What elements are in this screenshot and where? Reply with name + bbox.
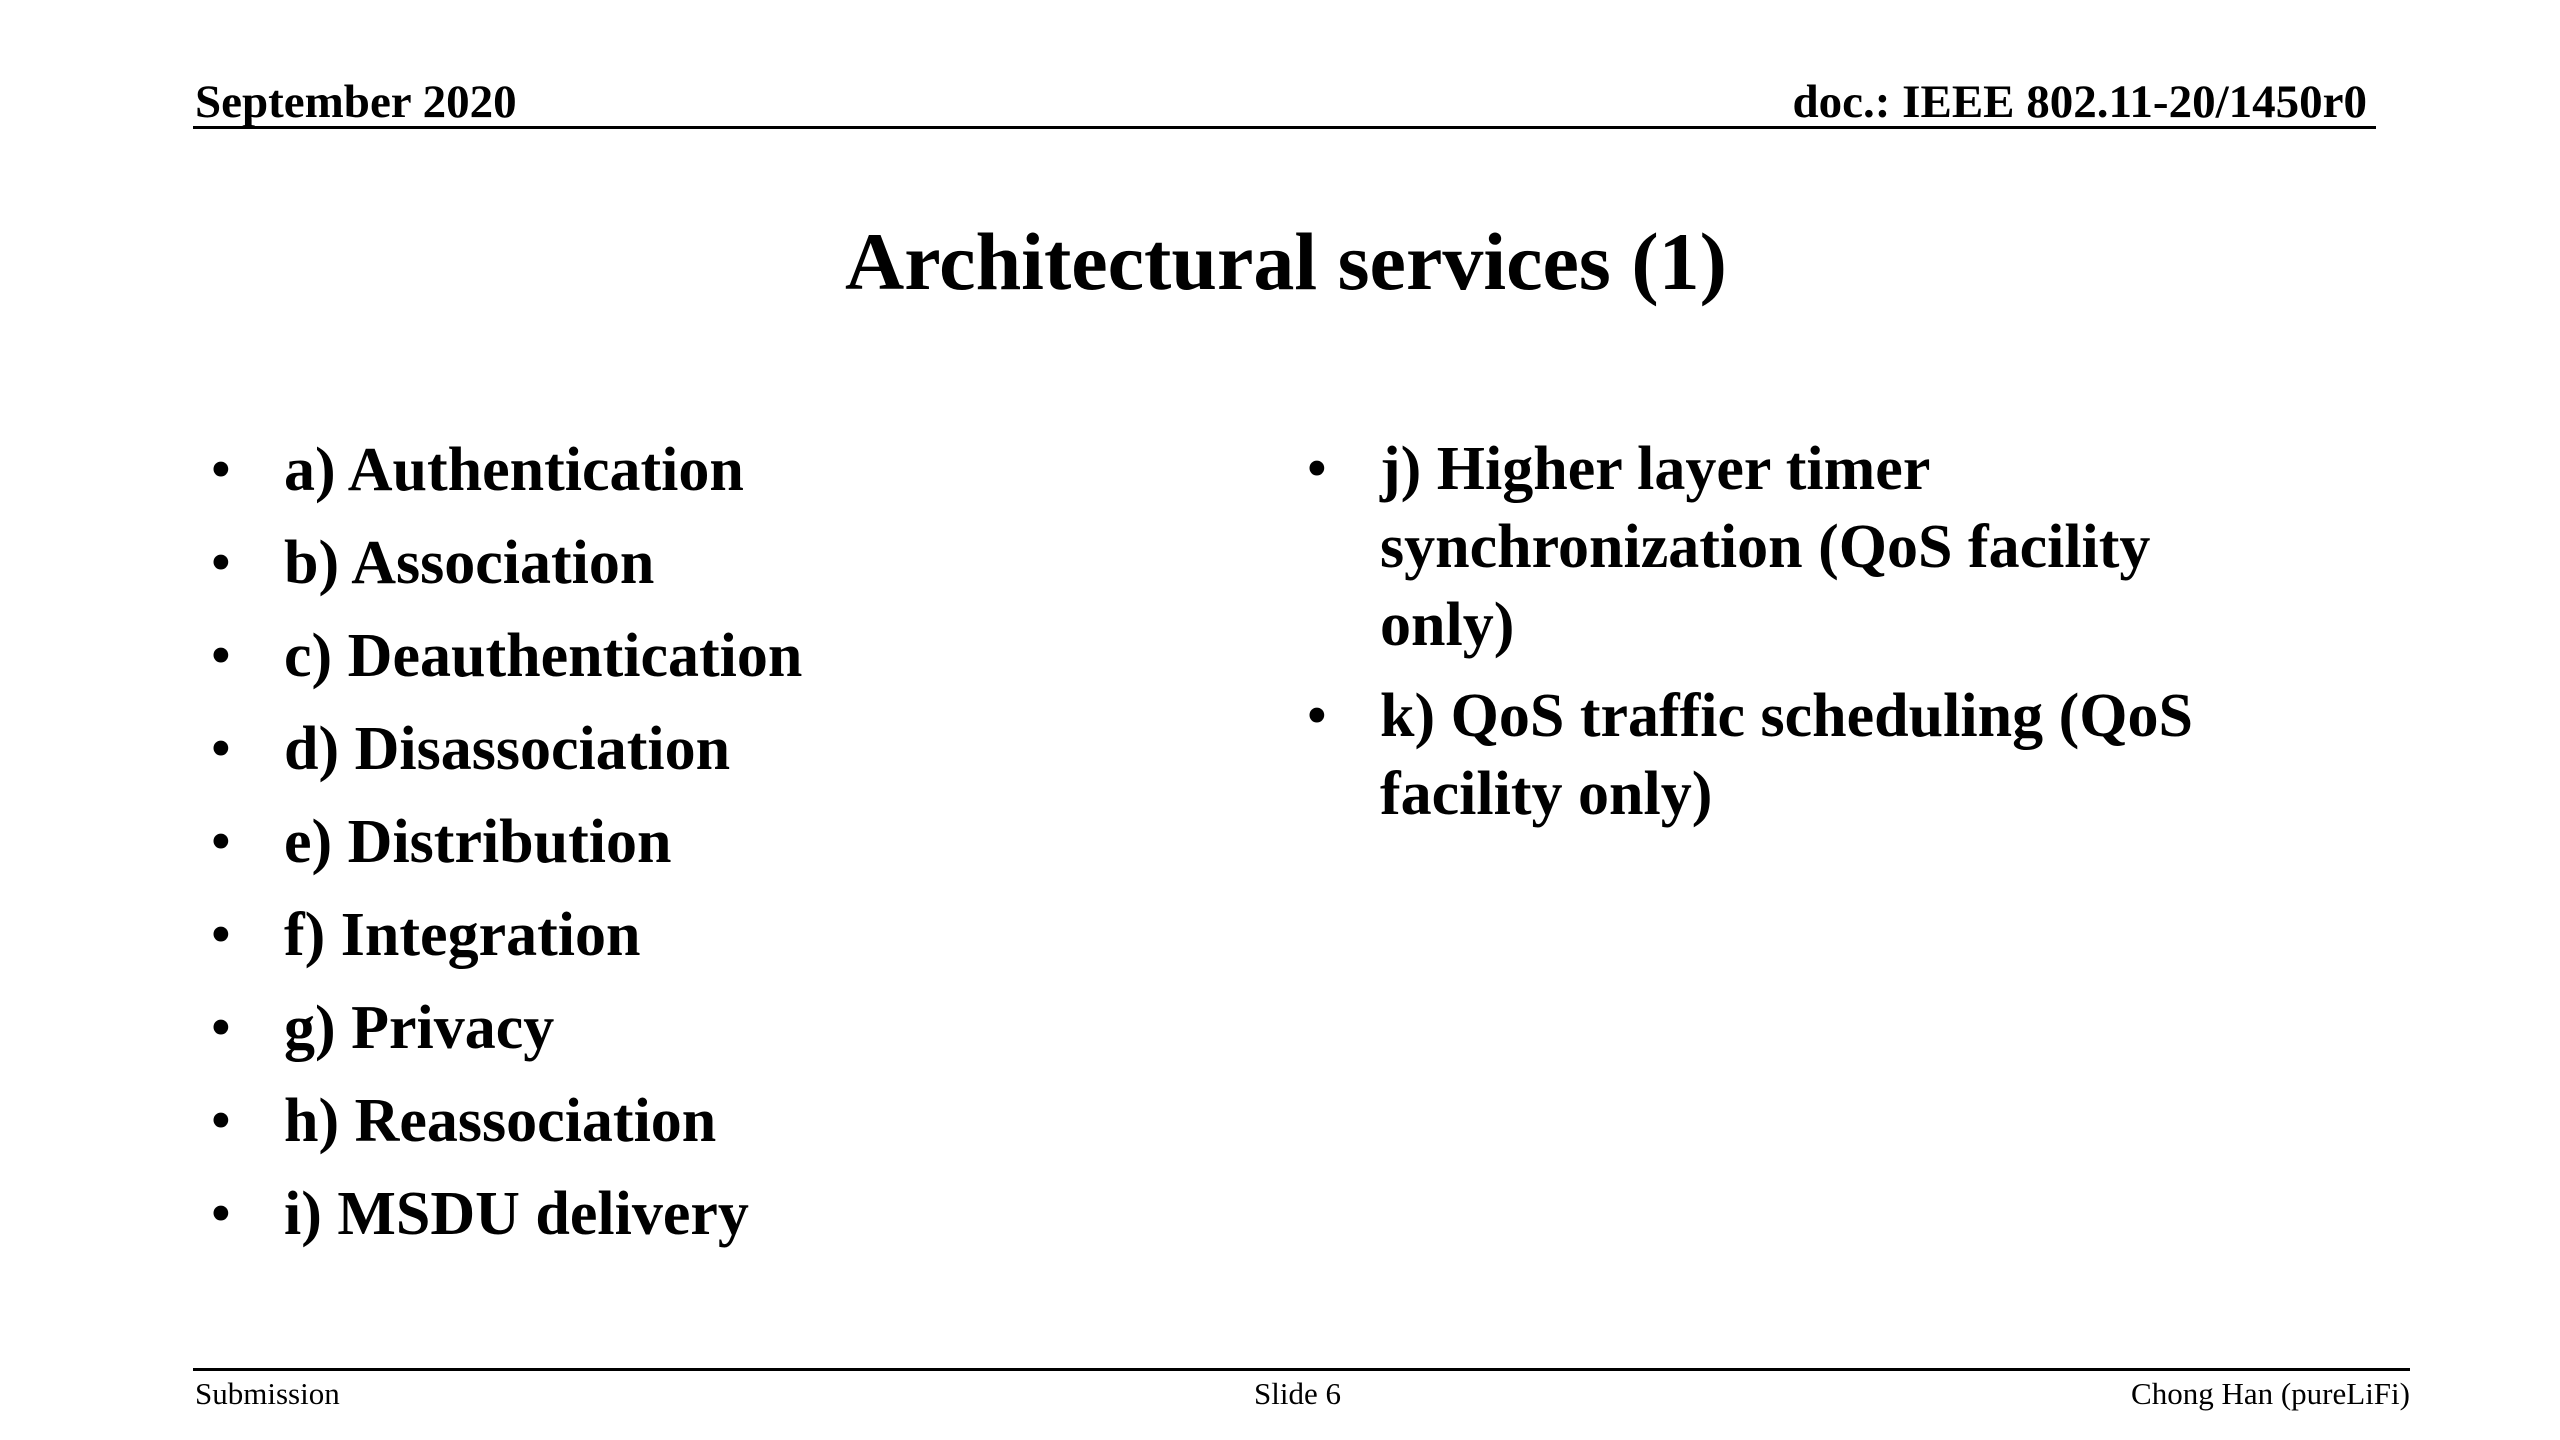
list-item bbox=[210, 1081, 1210, 1174]
bullet-icon: • bbox=[1306, 435, 1328, 503]
bullet-icon: • bbox=[210, 1087, 232, 1155]
bullet-icon: • bbox=[210, 808, 232, 876]
services-list-right bbox=[1306, 430, 2266, 846]
list-item bbox=[210, 616, 1210, 709]
list-item bbox=[210, 1174, 1210, 1267]
list-item-text: k) QoS traffic scheduling (QoS facility only) bbox=[1380, 682, 2193, 828]
list-item bbox=[210, 802, 1210, 895]
list-item-text: g) Privacy bbox=[284, 994, 555, 1062]
bullet-icon: • bbox=[210, 529, 232, 597]
bullet-icon: • bbox=[210, 715, 232, 783]
list-item bbox=[210, 988, 1210, 1081]
list-item-text: f) Integration bbox=[284, 901, 641, 969]
bullet-icon: • bbox=[210, 622, 232, 690]
footer-submission: Submission bbox=[195, 1376, 340, 1411]
header-date: September 2020 bbox=[195, 76, 517, 128]
footer-slide-number: Slide 6 bbox=[1254, 1376, 1341, 1411]
list-item-text: a) Authentication bbox=[284, 436, 744, 504]
list-item bbox=[210, 430, 1210, 523]
list-item-text: d) Disassociation bbox=[284, 715, 731, 783]
list-item-text: e) Distribution bbox=[284, 808, 672, 876]
list-item bbox=[210, 895, 1210, 988]
list-item bbox=[1306, 677, 2266, 833]
list-item-text: b) Association bbox=[284, 529, 655, 597]
services-list-left bbox=[210, 430, 1210, 1267]
list-item bbox=[210, 523, 1210, 616]
list-item-text: c) Deauthentication bbox=[284, 622, 803, 690]
bullet-icon: • bbox=[210, 1180, 232, 1248]
list-item-text: i) MSDU delivery bbox=[284, 1180, 749, 1248]
list-item bbox=[1306, 430, 2266, 664]
footer-divider bbox=[193, 1368, 2410, 1371]
list-item-text: h) Reassociation bbox=[284, 1087, 717, 1155]
bullet-icon: • bbox=[210, 994, 232, 1062]
slide-title: Architectural services (1) bbox=[845, 216, 1727, 307]
header-divider bbox=[193, 126, 2376, 129]
bullet-icon: • bbox=[210, 436, 232, 504]
list-item-text: j) Higher layer timer synchronization (QoS facility only) bbox=[1380, 435, 2151, 659]
header-doc-id: doc.: IEEE 802.11-20/1450r0 bbox=[1792, 76, 2367, 128]
bullet-icon: • bbox=[1306, 682, 1328, 750]
list-item bbox=[210, 709, 1210, 802]
bullet-icon: • bbox=[210, 901, 232, 969]
footer-author: Chong Han (pureLiFi) bbox=[2131, 1376, 2410, 1411]
